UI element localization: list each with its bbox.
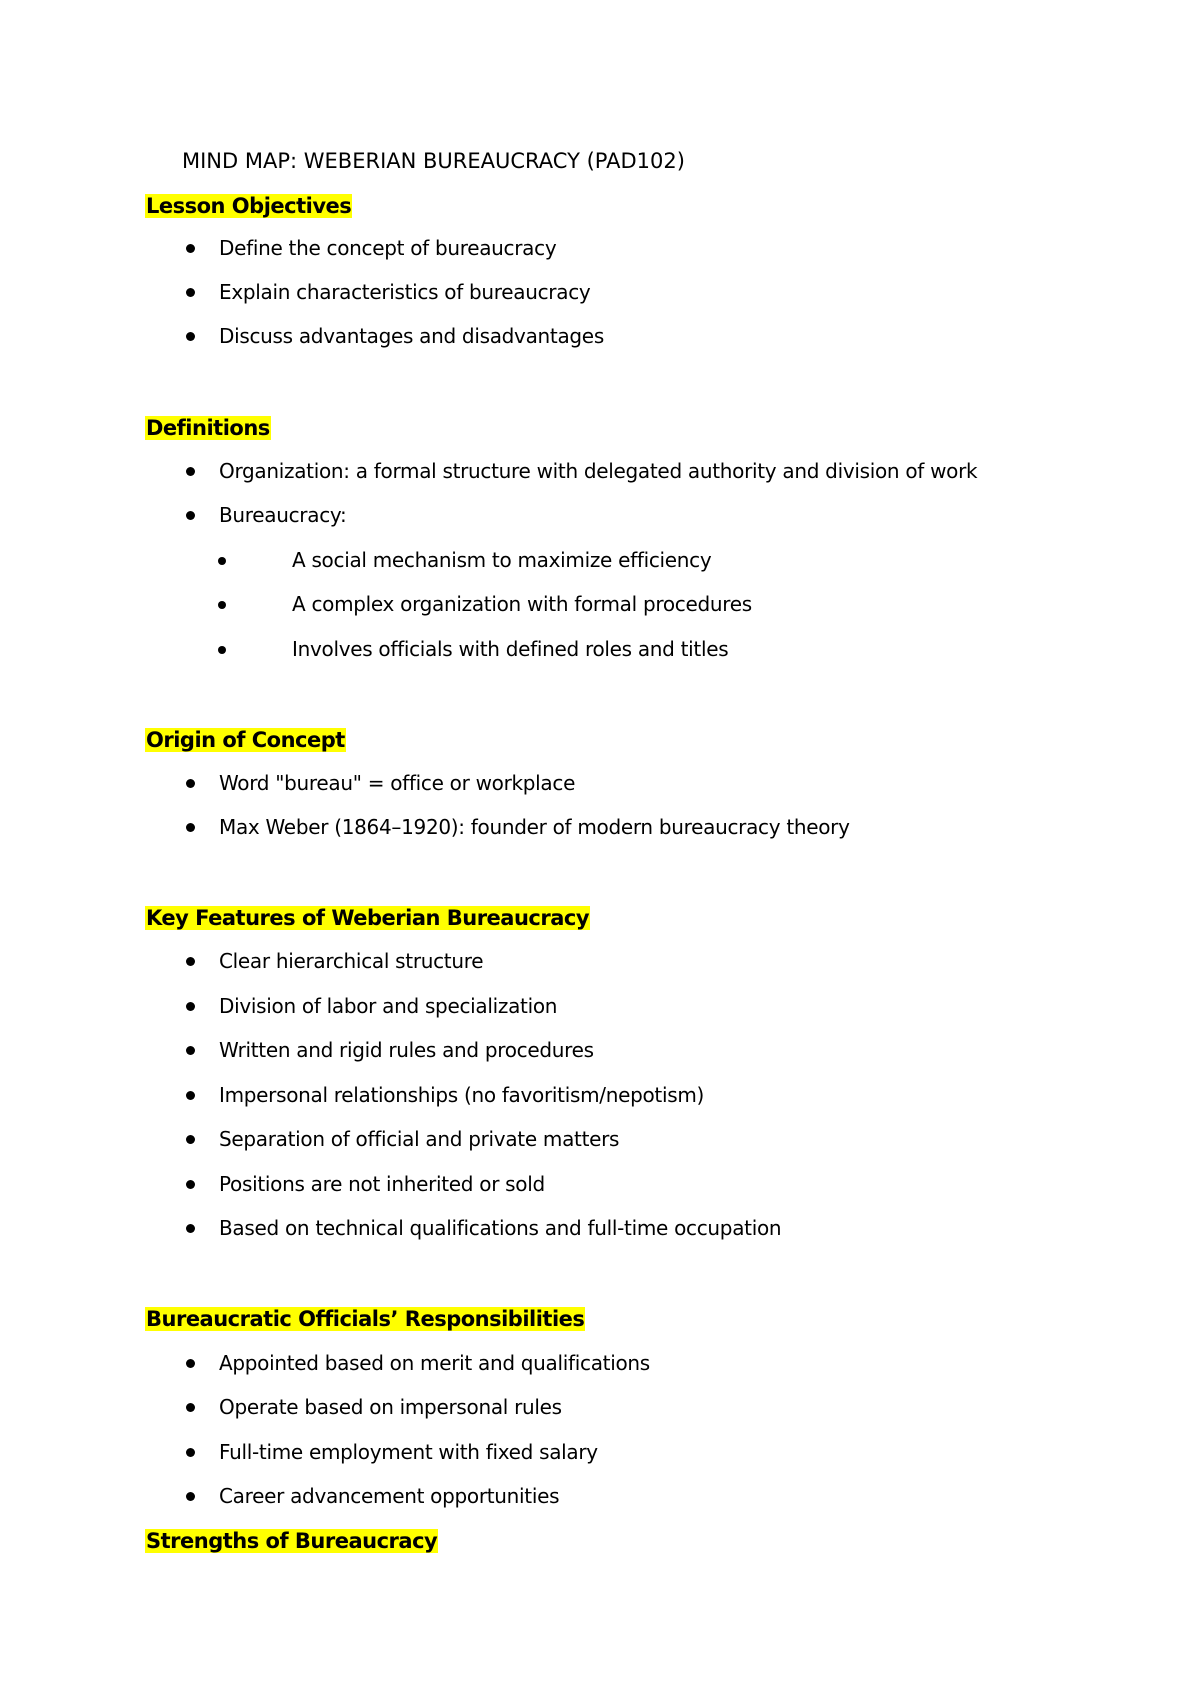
bullet-icon — [186, 1135, 195, 1144]
document-page: MIND MAP: WEBERIAN BUREAUCRACY (PAD102) Lesson Objectives Define the concept of bureaucracy Explain characteristics of bureaucracy Discuss advantages and disadvantages Definitions Organization: a formal structure with delegated authority and division of work Bureaucracy: A social mechanism to maximize efficiency A complex organization with formal procedures Involves officials with defined roles and titles Origin of Concept Word "bureau" = office or workplace Max Weber (1864–1920): founder of modern bureaucracy theory Key Features of Weberian Bureaucracy Clear hierarchical structure Division of labor and specialization Written and rigid rules and procedures Impersonal relationships (no favoritism/nepotism) Separation of official and private matters Positions are not inherited or sold Based on technical qualifications and full-time occupation Bureaucratic Officials’ Responsibilities Appointed based on merit and qualifications Operate based on impersonal rules Full-time employment with fixed salary Career advancement opportunities Strengths of Bureaucracy — [0, 0, 1200, 1696]
bullet-icon — [186, 244, 195, 253]
bullet-icon — [218, 646, 226, 654]
document-title: MIND MAP: WEBERIAN BUREAUCRACY (PAD102) — [182, 149, 685, 173]
heading-origin-of-concept: Origin of Concept — [146, 728, 345, 752]
bullet-icon — [186, 1180, 195, 1189]
bullet-icon — [186, 1046, 195, 1055]
bullet-icon — [186, 511, 195, 520]
heading-lesson-objectives: Lesson Objectives — [146, 194, 352, 218]
bullet-icon — [186, 1492, 195, 1501]
bullet-icon — [218, 557, 226, 565]
bullet-icon — [186, 1224, 195, 1233]
bullet-icon — [186, 823, 195, 832]
heading-officials-responsibilities: Bureaucratic Officials’ Responsibilities — [146, 1307, 585, 1331]
heading-key-features: Key Features of Weberian Bureaucracy — [146, 906, 590, 930]
bullet-icon — [186, 467, 195, 476]
bullet-icon — [218, 601, 226, 609]
bullet-icon — [186, 957, 195, 966]
bullet-icon — [186, 288, 195, 297]
bullet-icon — [186, 1403, 195, 1412]
bullet-icon — [186, 1359, 195, 1368]
bullet-icon — [186, 332, 195, 341]
bullet-icon — [186, 1091, 195, 1100]
bullet-icon — [186, 1002, 195, 1011]
bullet-icon — [186, 779, 195, 788]
bullet-icon — [186, 1448, 195, 1457]
heading-strengths: Strengths of Bureaucracy — [146, 1529, 438, 1553]
heading-definitions: Definitions — [146, 416, 270, 440]
